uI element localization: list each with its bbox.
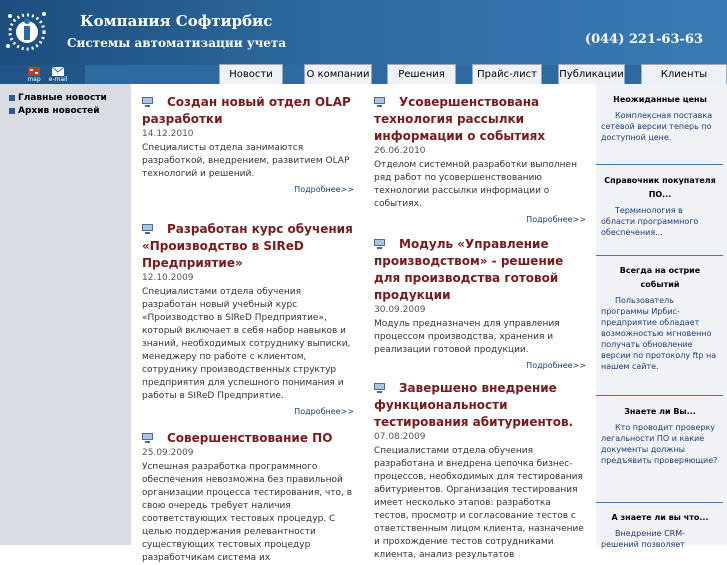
tab-clients[interactable]: Клиенты <box>641 64 727 84</box>
menu-news-archive[interactable] <box>9 106 100 116</box>
news-title: Усовершенствована технология рассылки информации о событиях <box>374 95 546 143</box>
monitor-icon <box>142 433 153 443</box>
news-title: Завершено внедрение функциональности тестирования абитуриентов. <box>374 381 574 429</box>
news-title-link[interactable] <box>142 430 354 447</box>
info-block <box>601 264 719 372</box>
news-title: Создан новый отдел OLAP разработки <box>142 95 351 126</box>
more-link[interactable]: Подробнее>> <box>526 215 586 224</box>
info-block <box>601 511 719 550</box>
news-title-link[interactable] <box>142 94 354 128</box>
utility-links <box>0 65 85 84</box>
divider <box>596 164 723 165</box>
info-block-title: Неожиданные цены <box>613 95 707 104</box>
news-title-link[interactable] <box>374 380 586 431</box>
divider <box>596 502 723 503</box>
info-block-title: Всегда на острие событий <box>619 266 701 289</box>
company-logo-icon[interactable] <box>4 6 50 58</box>
info-block <box>601 405 719 466</box>
company-name: Компания Софтирбис <box>80 12 273 30</box>
info-block-title: Знаете ли Вы... <box>624 407 696 416</box>
tab-publications[interactable]: Публикации <box>558 64 625 84</box>
monitor-icon <box>374 383 385 393</box>
right-sidebar <box>596 84 727 549</box>
info-block <box>601 93 719 143</box>
bullet-icon <box>9 108 15 114</box>
info-block-link[interactable]: Терминология в области программного обеспечения... <box>601 206 699 237</box>
left-sidebar <box>0 84 131 545</box>
phone-number: (044) 221-63-63 <box>584 32 703 47</box>
tab-about[interactable]: О компании <box>304 64 372 84</box>
menu-main-news[interactable] <box>9 93 107 103</box>
news-item <box>374 94 586 224</box>
tab-news[interactable]: Новости <box>219 64 283 84</box>
divider <box>596 395 723 396</box>
news-item <box>374 236 586 370</box>
divider <box>596 255 723 256</box>
info-block <box>601 174 719 238</box>
bullet-icon <box>9 95 15 101</box>
email-link[interactable] <box>46 65 70 84</box>
company-slogan: Системы автоматизации учета <box>67 36 287 50</box>
monitor-icon <box>142 224 153 234</box>
news-title: Разработан курс обучения «Производство в SIReD Предприятие» <box>142 222 353 270</box>
news-date: 07.08.2009 <box>374 432 426 442</box>
monitor-icon <box>142 97 153 107</box>
info-block-title: Справочник покупателя ПО... <box>604 176 716 199</box>
news-title: Совершенствование ПО <box>167 431 333 445</box>
more-link[interactable]: Подробнее>> <box>294 407 354 416</box>
news-text: Специалистами отдела обучения разработана и внедрена цепочка бизнес-процессов, необходимых для тестирования абитуриентов. Организация тестирования имеет несколько этапов: разработка тестов, просмотр и согласование тестов с ответственным лицом клиента, назначение и прохождение тестов сотрудниками клиента, анализ результатов <box>374 446 584 560</box>
news-item <box>142 221 354 416</box>
email-label: e-mail <box>48 76 68 83</box>
news-text: Специалисты отдела занимаются разработкой, внедрением, развитием OLAP технологий и решений. <box>142 143 350 179</box>
info-block-link[interactable]: Комплексная поставка сетевой версии теперь по доступной цене. <box>601 111 713 142</box>
monitor-icon <box>374 239 385 249</box>
news-date: 26.06.2010 <box>374 146 426 156</box>
tab-price-list[interactable]: Прайс-лист <box>472 64 542 84</box>
sitemap-icon <box>28 67 40 76</box>
news-title-link[interactable] <box>374 236 586 304</box>
news-text: Успешная разработка программного обеспечения невозможна без правильной организации процесса тестирования, что, в свою очередь требует наличия соответствующих тестовых процедур. С целью поддержания релевантности существующих тестовых процедур разработчикам система их <box>142 462 353 563</box>
info-block-title: А знаете ли вы что... <box>611 513 709 522</box>
news-title-link[interactable] <box>142 221 354 272</box>
news-text: Специалистами отдела обучения разработан новый учебный курс «Производство в SIReD Предприятие», который включает в себя набор навыков и знаний, необходимых сотруднику выписки, менеджеру по работе с клиентом, сотруднику производственных структур предприятия для успешного понимания и работы в SIReD Предприятие. <box>142 287 351 401</box>
news-item <box>142 94 354 194</box>
news-date: 30.09.2009 <box>374 305 426 315</box>
more-link[interactable]: Подробнее>> <box>294 185 354 194</box>
menu-news-archive-label: Архив новостей <box>18 106 100 116</box>
news-title-link[interactable] <box>374 94 586 145</box>
info-block-link[interactable]: Пользователь программы Ирбис-предприятие обладает возможностью мгновенно получать обновление версии по протоколу ftp на нашем сайте. <box>601 296 717 371</box>
info-block-link[interactable]: Кто проводит проверку легальности ПО и какие документы должны предъявить проверяющие? <box>601 423 718 465</box>
tab-solutions[interactable]: Решения <box>387 64 456 84</box>
news-item <box>142 430 354 565</box>
sitemap-link[interactable] <box>22 65 46 84</box>
news-text: Отделом системной разработки выполнен ряд работ по усовершенствованию технологии рассылки информации о событиях. <box>374 160 577 209</box>
sitemap-label: map <box>27 76 41 83</box>
news-text: Модуль предназначен для управления процессом производства, хранения и реализации готовой продукции. <box>374 319 560 355</box>
news-title: Модуль «Управление производством» - решение для производства готовой продукции <box>374 237 564 302</box>
more-link[interactable]: Подробнее>> <box>526 361 586 370</box>
menu-main-news-label: Главные новости <box>18 93 107 103</box>
header <box>0 0 727 65</box>
monitor-icon <box>374 97 385 107</box>
news-date: 25.09.2009 <box>142 448 194 458</box>
news-date: 14.12.2010 <box>142 129 194 139</box>
info-block-link[interactable]: Внедрение CRM-решений позволяет <box>601 529 685 549</box>
mail-icon <box>52 67 64 76</box>
news-item <box>374 380 586 562</box>
news-date: 12.10.2009 <box>142 273 194 283</box>
